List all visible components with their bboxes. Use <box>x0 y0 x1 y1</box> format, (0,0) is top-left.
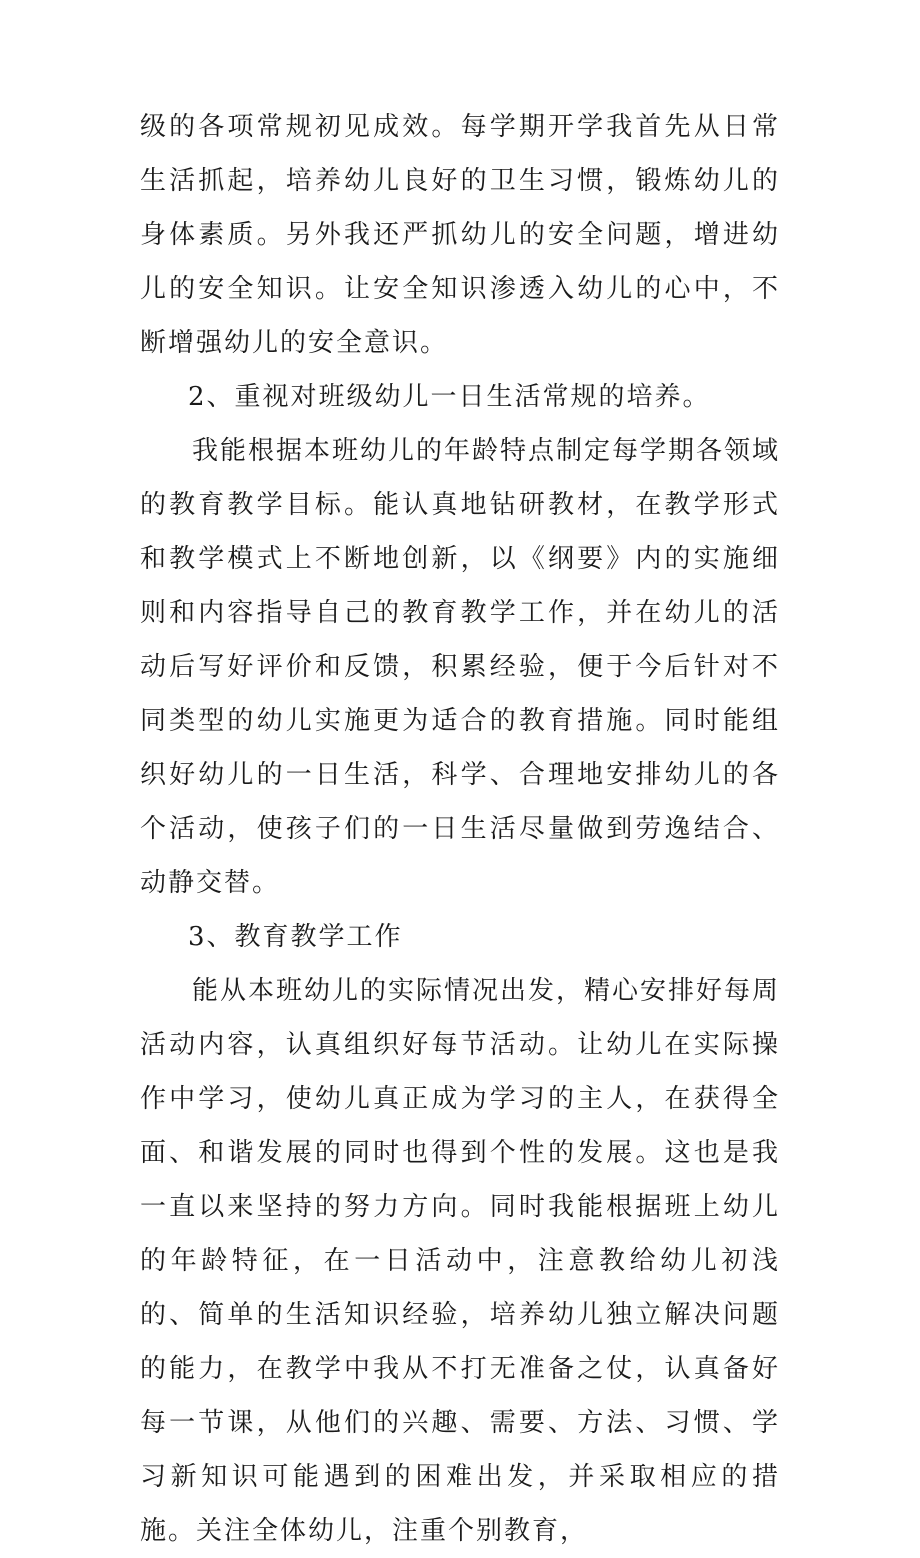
paragraph-continued: 级的各项常规初见成效。每学期开学我首先从日常生活抓起，培养幼儿良好的卫生习惯，锻炼幼儿的身体素质。另外我还严抓幼儿的安全问题，增进幼儿的安全知识。让安全知识渗透入幼儿的心中，不断增强幼儿的安全意识。 <box>140 112 780 358</box>
paragraph-teaching-work: 能从本班幼儿的实际情况出发，精心安排好每周活动内容，认真组织好每节活动。让幼儿在实际操作中学习，使幼儿真正成为学习的主人，在获得全面、和谐发展的同时也得到个性的发展。这也是我一直以来坚持的努力方向。同时我能根据班上幼儿的年龄特征，在一日活动中，注意教给幼儿初浅的、简单的生活知识经验，培养幼儿独立解决问题的能力，在教学中我从不打无准备之仗，认真备好每一节课，从他们的兴趣、需要、方法、习惯、学习新知识可能遇到的困难出发，并采取相应的措施。关注全体幼儿，注重个别教育， <box>140 976 781 1546</box>
section-heading-2: 2、重视对班级幼儿一日生活常规的培养。 <box>188 382 711 412</box>
document-body <box>140 100 780 1558</box>
section-heading-3: 3、教育教学工作 <box>188 922 403 952</box>
paragraph-daily-routine: 我能根据本班幼儿的年龄特点制定每学期各领域的教育教学目标。能认真地钻研教材，在教学形式和教学模式上不断地创新，以《纲要》内的实施细则和内容指导自己的教育教学工作，并在幼儿的活动后写好评价和反馈，积累经验，便于今后针对不同类型的幼儿实施更为适合的教育措施。同时能组织好幼儿的一日生活，科学、合理地安排幼儿的各个活动，使孩子们的一日生活尽量做到劳逸结合、动静交替。 <box>140 436 781 898</box>
